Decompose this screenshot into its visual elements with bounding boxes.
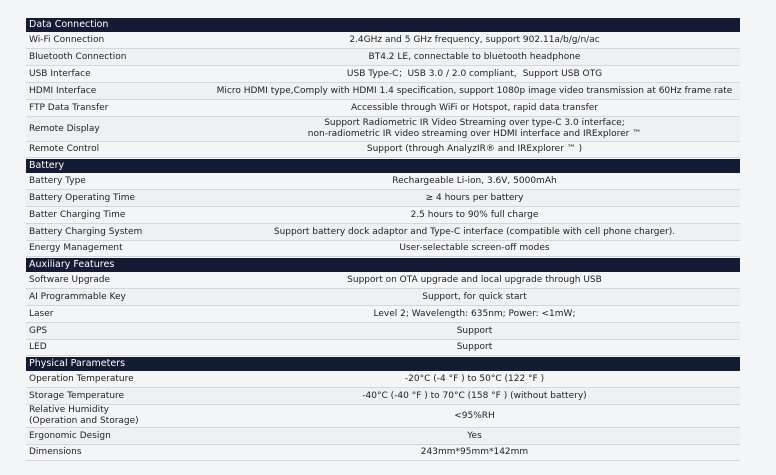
table-row [26,428,740,445]
row-value: USB Type-C；USB 3.0 / 2.0 compliant，Support USB OTG [346,68,603,79]
table-row [26,32,740,49]
row-label: Dimensions [29,447,82,457]
table-row [26,340,740,356]
row-label: Storage Temperature [29,390,125,401]
table-row [26,190,740,207]
section-header-data-connection: Data Connection [26,18,740,32]
table-row [26,272,740,289]
row-label: Ergonomic Design [29,430,111,441]
table-row [26,66,740,83]
row-value: 2.5 hours to 90% full charge [410,209,539,220]
section-body-auxiliary-features [26,272,740,356]
row-label: Software Upgrade [29,274,111,285]
table-row [26,241,740,257]
row-value: User-selectable screen-off modes [399,243,550,253]
row-value: Rechargeable Li-ion, 3.6V, 5000mAh [392,175,557,186]
row-label: Battery Operating Time [29,192,136,203]
row-value: -40°C (-40 °F ) to 70°C (158 °F ) (without battery) [362,390,587,401]
row-label: AI Programmable Key [29,291,126,302]
row-value: Accessible through WiFi or Hotspot, rapid data transfer [351,102,598,113]
row-value: Support [456,325,493,336]
row-value: Support, for quick start [422,291,527,302]
table-row [26,323,740,340]
table-row [26,49,740,66]
table-row [26,83,740,100]
row-label: Wi-Fi Connection [29,34,105,45]
row-value: -20°C (-4 °F ) to 50°C (122 °F ) [404,373,545,384]
row-value: BT4.2 LE, connectable to bluetooth headphone [368,51,581,62]
row-label: Batter Charging Time [29,209,126,220]
section-header-battery: Battery [26,159,740,173]
row-label: Remote Control [29,144,100,154]
row-label: Laser [29,308,54,319]
section-body-battery [26,173,740,257]
table-row [26,445,740,461]
row-value: Support on OTA upgrade and local upgrade through USB [347,274,602,285]
row-value: Support Radiometric IR Video Streaming over type-C 3.0 interface; non-radiometric IR video streaming over HDMI interface and IRExplorer ™ [307,118,642,139]
row-label: GPS [29,325,48,336]
row-label: HDMI Interface [29,85,97,96]
row-label: USB Interface [29,68,91,79]
row-value: Level 2; Wavelength: 635nm; Power: <1mW; [373,308,576,319]
spec-sheet [26,17,740,461]
row-label: Relative Humidity (Operation and Storage) [29,405,139,426]
row-value: 243mm*95mm*142mm [420,447,529,457]
row-value: Micro HDMI type,Comply with HDMI 1.4 specification, support 1080p image video transmission at 60Hz frame rate [216,85,733,96]
row-label: Bluetooth Connection [29,51,127,62]
table-row [26,388,740,405]
table-row [26,173,740,190]
section-header-physical-parameters: Physical Parameters [26,357,740,371]
row-label: Remote Display [29,123,100,134]
section-header-auxiliary-features: Auxiliary Features [26,258,740,272]
table-row [26,289,740,306]
row-value: Support battery dock adaptor and Type-C interface (compatible with cell phone charger). [273,226,676,237]
table-row [26,142,740,158]
table-row [26,405,740,428]
row-label: Operation Temperature [29,373,134,384]
row-value: 2.4GHz and 5 GHz frequency, support 902.11a/b/g/n/ac [349,34,600,45]
row-value: <95%RH [454,410,495,421]
row-value: Yes [467,430,482,441]
row-label: FTP Data Transfer [29,102,109,113]
table-row [26,306,740,323]
table-row [26,371,740,388]
row-value: Support (through AnalyzIR® and IRExplorer ™ ) [366,144,583,154]
row-label: Battery Charging System [29,226,143,237]
table-row [26,100,740,117]
row-label: LED [29,342,47,352]
table-row [26,207,740,224]
row-value: ≥ 4 hours per battery [425,192,524,203]
table-row [26,224,740,241]
row-label: Battery Type [29,175,86,186]
table-row [26,117,740,142]
row-label: Energy Management [29,243,123,253]
section-body-data-connection [26,32,740,158]
row-value: Support [456,342,493,352]
section-body-physical-parameters [26,371,740,461]
